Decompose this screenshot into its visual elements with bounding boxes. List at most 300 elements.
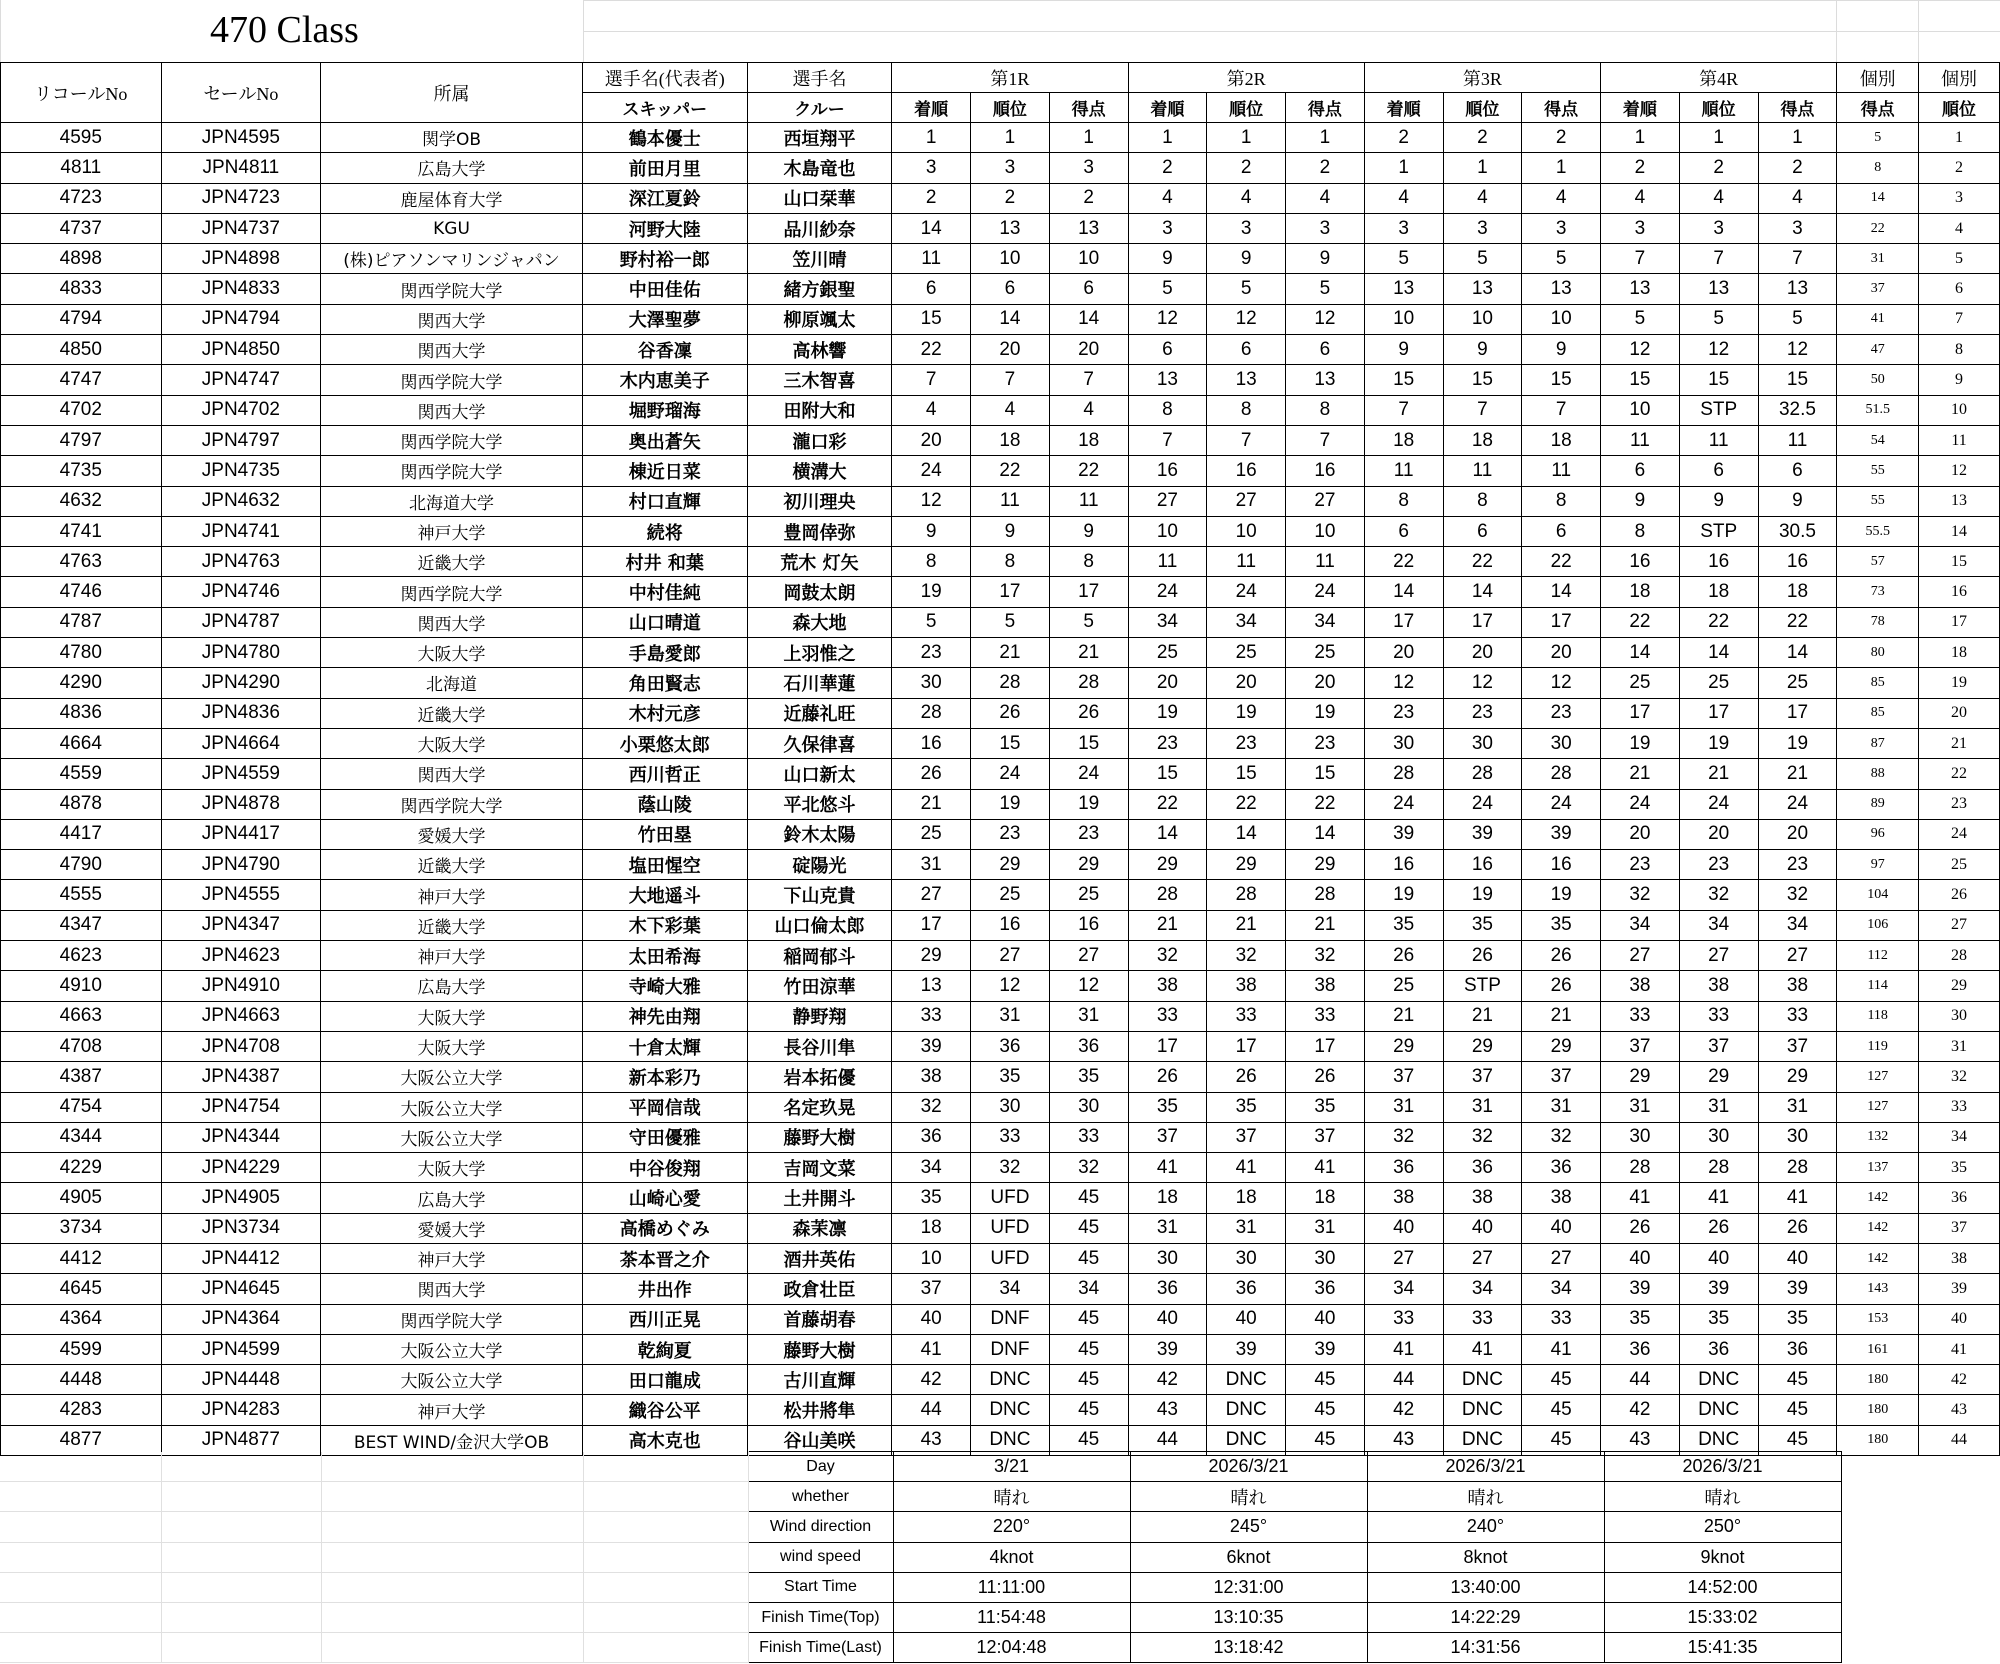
table-row [1,335,2000,365]
cell-r1-finish: 34 [892,1153,971,1183]
cell-crew: 岡鼓太朗 [747,577,892,607]
cell-r4-finish: 10 [1601,395,1680,425]
cell-r1-place: 15 [971,728,1050,758]
cell-skipper: 角田賢志 [582,668,747,698]
table-row [1,1334,2000,1364]
cell-sail-no: JPN4905 [161,1183,321,1213]
cell-skipper: 神先由翔 [582,1001,747,1031]
cell-r1-finish: 11 [892,244,971,274]
cell-r4-points: 11 [1758,425,1837,455]
cell-total-points: 37 [1837,274,1919,304]
cell-sail-no: JPN4412 [161,1243,321,1273]
cell-r4-place: 31 [1679,1092,1758,1122]
cell-r4-points: 15 [1758,365,1837,395]
cell-r4-points: 45 [1758,1395,1837,1425]
cell-r2-place: 41 [1207,1153,1286,1183]
cell-r4-points: 14 [1758,638,1837,668]
cell-recall-no: 4599 [1,1334,162,1364]
cell-r4-place: 23 [1679,850,1758,880]
table-row [1,1092,2000,1122]
cell-r2-points: 15 [1286,759,1365,789]
cell-r1-finish: 15 [892,304,971,334]
cell-r4-points: 27 [1758,941,1837,971]
cell-r3-finish: 14 [1364,577,1443,607]
cell-crew: 稲岡郁斗 [747,941,892,971]
conditions-row [0,1512,1841,1542]
cell-total-points: 22 [1837,213,1919,243]
cell-skipper: 井出作 [582,1274,747,1304]
cell-crew: 森茉凛 [747,1213,892,1243]
cell-r1-finish: 42 [892,1365,971,1395]
gridline [1918,0,1919,62]
cell-r4-place: 3 [1679,213,1758,243]
cell-r3-points: 12 [1522,668,1601,698]
cell-sail-no: JPN4747 [161,365,321,395]
cell-r3-place: DNC [1443,1395,1522,1425]
cell-recall-no: 4664 [1,728,162,758]
cell-r3-place: 29 [1443,1031,1522,1061]
cell-r4-place: DNC [1679,1365,1758,1395]
cell-sail-no: JPN4664 [161,728,321,758]
cell-r3-finish: 24 [1364,789,1443,819]
cell-r3-points: 18 [1522,425,1601,455]
cell-r3-finish: 23 [1364,698,1443,728]
cell-sail-no: JPN4794 [161,304,321,334]
cell-r1-finish: 21 [892,789,971,819]
cell-affiliation: 近畿大学 [321,547,583,577]
cell-crew: 長谷川隼 [747,1031,892,1061]
cell-final-rank: 44 [1919,1425,2000,1455]
empty-cell [161,1633,321,1663]
cell-sail-no: JPN4833 [161,274,321,304]
cell-recall-no: 4623 [1,941,162,971]
cell-r4-finish: 18 [1601,577,1680,607]
cell-r3-place: 37 [1443,1062,1522,1092]
cell-r2-points: 18 [1286,1183,1365,1213]
header-sail-no: セールNo [161,63,321,123]
cell-r1-points: 45 [1049,1213,1128,1243]
cell-r4-points: 32 [1758,880,1837,910]
cell-r3-points: 45 [1522,1395,1601,1425]
cell-r1-place: 20 [971,335,1050,365]
cell-r2-points: 10 [1286,516,1365,546]
cell-r1-points: 45 [1049,1243,1128,1273]
cell-r4-place: 39 [1679,1274,1758,1304]
cell-total-points: 142 [1837,1243,1919,1273]
cell-r1-points: 26 [1049,698,1128,728]
cell-r2-points: 3 [1286,213,1365,243]
condition-value-race-3: 240° [1367,1512,1604,1542]
cell-r2-place: 6 [1207,335,1286,365]
cell-r2-finish: 17 [1128,1031,1207,1061]
conditions-row [0,1542,1841,1572]
cell-skipper: 塩田惺空 [582,850,747,880]
cell-sail-no: JPN4741 [161,516,321,546]
cell-sail-no: JPN4555 [161,880,321,910]
cell-skipper: 織谷公平 [582,1395,747,1425]
cell-r1-place: DNF [971,1304,1050,1334]
gridline [583,0,584,62]
cell-sail-no: JPN4623 [161,941,321,971]
cell-r3-place: 8 [1443,486,1522,516]
cell-crew: 高林響 [747,335,892,365]
cell-sail-no: JPN4283 [161,1395,321,1425]
cell-r2-points: 20 [1286,668,1365,698]
cell-total-points: 85 [1837,668,1919,698]
condition-label: Finish Time(Last) [748,1633,893,1663]
cell-r4-points: 17 [1758,698,1837,728]
cell-r3-points: 34 [1522,1274,1601,1304]
cell-total-points: 31 [1837,244,1919,274]
cell-r1-place: 8 [971,547,1050,577]
empty-cell [0,1633,161,1663]
cell-crew: 酒井英佑 [747,1243,892,1273]
cell-r1-place: UFD [971,1243,1050,1273]
cell-r2-finish: 30 [1128,1243,1207,1273]
table-row [1,910,2000,940]
table-row [1,789,2000,819]
cell-r4-finish: 17 [1601,698,1680,728]
cell-r3-finish: 37 [1364,1062,1443,1092]
cell-affiliation: 大阪公立大学 [321,1334,583,1364]
cell-r2-place: 34 [1207,607,1286,637]
cell-skipper: 木村元彦 [582,698,747,728]
cell-r3-points: 3 [1522,213,1601,243]
cell-final-rank: 28 [1919,941,2000,971]
cell-r2-points: 33 [1286,1001,1365,1031]
cell-r4-finish: 1 [1601,123,1680,153]
cell-r3-points: 40 [1522,1213,1601,1243]
cell-r3-finish: 15 [1364,365,1443,395]
cell-r3-place: 20 [1443,638,1522,668]
cell-r3-finish: 29 [1364,1031,1443,1061]
table-row [1,1153,2000,1183]
cell-r1-place: 11 [971,486,1050,516]
cell-r1-place: UFD [971,1213,1050,1243]
cell-r2-place: 2 [1207,153,1286,183]
cell-sail-no: JPN4229 [161,1153,321,1183]
cell-r4-place: 29 [1679,1062,1758,1092]
cell-r3-finish: 27 [1364,1243,1443,1273]
cell-r4-place: 15 [1679,365,1758,395]
cell-affiliation: 北海道大学 [321,486,583,516]
cell-r3-points: 39 [1522,819,1601,849]
cell-affiliation: 関西学院大学 [321,577,583,607]
condition-value-race-3: 13:40:00 [1367,1572,1604,1602]
cell-r4-place: 6 [1679,456,1758,486]
cell-r2-finish: 7 [1128,425,1207,455]
header-skipper: スキッパー [582,93,747,123]
cell-r3-finish: 42 [1364,1395,1443,1425]
cell-final-rank: 30 [1919,1001,2000,1031]
cell-final-rank: 20 [1919,698,2000,728]
cell-r2-place: 7 [1207,425,1286,455]
cell-r3-place: 10 [1443,304,1522,334]
table-row [1,819,2000,849]
cell-affiliation: 愛媛大学 [321,819,583,849]
cell-affiliation: 近畿大学 [321,850,583,880]
cell-skipper: 山崎心愛 [582,1183,747,1213]
cell-r4-place: 22 [1679,607,1758,637]
header-finish: 着順 [1364,93,1443,123]
cell-r3-finish: 19 [1364,880,1443,910]
cell-r4-points: 16 [1758,547,1837,577]
cell-r4-place: 17 [1679,698,1758,728]
condition-value-race-1: 11:11:00 [893,1572,1130,1602]
cell-r2-points: 1 [1286,123,1365,153]
cell-skipper: 野村裕一郎 [582,244,747,274]
cell-affiliation: 愛媛大学 [321,1213,583,1243]
cell-r4-finish: 25 [1601,668,1680,698]
cell-r2-place: 37 [1207,1122,1286,1152]
cell-r3-finish: 4 [1364,183,1443,213]
cell-r1-finish: 3 [892,153,971,183]
table-row [1,547,2000,577]
cell-sail-no: JPN4599 [161,1334,321,1364]
cell-recall-no: 4737 [1,213,162,243]
cell-total-points: 137 [1837,1153,1919,1183]
table-row [1,668,2000,698]
cell-r1-points: 10 [1049,244,1128,274]
cell-r2-points: 19 [1286,698,1365,728]
cell-recall-no: 4735 [1,456,162,486]
cell-total-points: 57 [1837,547,1919,577]
cell-r3-place: 11 [1443,456,1522,486]
cell-final-rank: 25 [1919,850,2000,880]
cell-r3-points: 45 [1522,1425,1601,1455]
cell-r3-finish: 5 [1364,244,1443,274]
condition-value-race-2: 13:10:35 [1130,1602,1367,1632]
cell-r1-place: 14 [971,304,1050,334]
cell-final-rank: 36 [1919,1183,2000,1213]
cell-r3-finish: 22 [1364,547,1443,577]
condition-label: whether [748,1482,893,1512]
cell-r1-place: 9 [971,516,1050,546]
cell-sail-no: JPN4448 [161,1365,321,1395]
cell-sail-no: JPN3734 [161,1213,321,1243]
cell-final-rank: 41 [1919,1334,2000,1364]
cell-r4-place: 32 [1679,880,1758,910]
cell-r3-points: 20 [1522,638,1601,668]
cell-skipper: 田口龍成 [582,1365,747,1395]
empty-cell [321,1602,583,1632]
cell-r3-points: 1 [1522,153,1601,183]
cell-r4-finish: 37 [1601,1031,1680,1061]
cell-r4-points: 7 [1758,244,1837,274]
cell-r4-finish: 32 [1601,880,1680,910]
cell-sail-no: JPN4850 [161,335,321,365]
cell-r1-place: 19 [971,789,1050,819]
cell-total-points: 127 [1837,1092,1919,1122]
cell-r2-points: 11 [1286,547,1365,577]
conditions-row [0,1572,1841,1602]
cell-crew: 緒方銀聖 [747,274,892,304]
header-total-points: 得点 [1837,93,1919,123]
cell-recall-no: 4723 [1,183,162,213]
empty-cell [161,1452,321,1482]
cell-r2-points: 45 [1286,1425,1365,1455]
cell-crew: 土井開斗 [747,1183,892,1213]
condition-value-race-2: 晴れ [1130,1482,1367,1512]
cell-r1-finish: 33 [892,1001,971,1031]
cell-r2-finish: 35 [1128,1092,1207,1122]
cell-r2-place: 31 [1207,1213,1286,1243]
cell-r4-place: 18 [1679,577,1758,607]
page-title: 470 Class [210,9,359,51]
cell-skipper: 堀野瑠海 [582,395,747,425]
cell-r2-finish: 34 [1128,607,1207,637]
cell-r4-points: 32.5 [1758,395,1837,425]
cell-skipper: 木内恵美子 [582,365,747,395]
cell-r1-finish: 19 [892,577,971,607]
cell-affiliation: 関西学院大学 [321,274,583,304]
cell-r4-finish: 16 [1601,547,1680,577]
cell-r3-points: 28 [1522,759,1601,789]
cell-total-points: 85 [1837,698,1919,728]
cell-r1-finish: 7 [892,365,971,395]
cell-total-points: 180 [1837,1425,1919,1455]
cell-crew: 山口倫太郎 [747,910,892,940]
cell-r4-finish: 41 [1601,1183,1680,1213]
condition-value-race-1: 11:54:48 [893,1602,1130,1632]
header-place: 順位 [971,93,1050,123]
table-row [1,1365,2000,1395]
cell-skipper: 竹田塁 [582,819,747,849]
cell-r4-place: STP [1679,516,1758,546]
cell-r1-place: 34 [971,1274,1050,1304]
cell-r1-place: 35 [971,1062,1050,1092]
cell-r2-finish: 27 [1128,486,1207,516]
cell-r4-points: 33 [1758,1001,1837,1031]
cell-crew: 吉岡文菜 [747,1153,892,1183]
table-row [1,123,2000,153]
cell-sail-no: JPN4737 [161,213,321,243]
cell-r2-finish: 31 [1128,1213,1207,1243]
cell-r1-finish: 1 [892,123,971,153]
cell-final-rank: 43 [1919,1395,2000,1425]
condition-value-race-4: 2026/3/21 [1604,1452,1841,1482]
cell-r1-place: 2 [971,183,1050,213]
cell-crew: 豊岡倖弥 [747,516,892,546]
cell-r3-place: 38 [1443,1183,1522,1213]
cell-final-rank: 2 [1919,153,2000,183]
cell-r2-place: 40 [1207,1304,1286,1334]
cell-r2-finish: 4 [1128,183,1207,213]
cell-r3-finish: 8 [1364,486,1443,516]
cell-r4-points: 29 [1758,1062,1837,1092]
cell-r2-place: 23 [1207,728,1286,758]
cell-recall-no: 4763 [1,547,162,577]
cell-r1-points: 2 [1049,183,1128,213]
cell-r2-place: 16 [1207,456,1286,486]
cell-r1-points: 21 [1049,638,1128,668]
cell-r4-place: 30 [1679,1122,1758,1152]
cell-total-points: 97 [1837,850,1919,880]
cell-total-points: 142 [1837,1213,1919,1243]
cell-r2-finish: 16 [1128,456,1207,486]
cell-final-rank: 12 [1919,456,2000,486]
cell-r1-points: 8 [1049,547,1128,577]
cell-r1-finish: 2 [892,183,971,213]
cell-final-rank: 35 [1919,1153,2000,1183]
cell-r1-finish: 24 [892,456,971,486]
cell-r1-finish: 13 [892,971,971,1001]
cell-skipper: 手島愛郎 [582,638,747,668]
cell-r2-place: 24 [1207,577,1286,607]
cell-r3-points: 22 [1522,547,1601,577]
cell-r4-place: STP [1679,395,1758,425]
cell-r3-points: 36 [1522,1153,1601,1183]
cell-r1-place: 30 [971,1092,1050,1122]
cell-final-rank: 4 [1919,213,2000,243]
cell-total-points: 55 [1837,456,1919,486]
cell-r1-points: 22 [1049,456,1128,486]
cell-r2-finish: 40 [1128,1304,1207,1334]
cell-r3-place: 26 [1443,941,1522,971]
cell-affiliation: 関西学院大学 [321,456,583,486]
cell-r2-finish: 18 [1128,1183,1207,1213]
cell-crew: 竹田涼華 [747,971,892,1001]
cell-r2-place: 28 [1207,880,1286,910]
header-final-rank: 順位 [1919,93,2000,123]
cell-skipper: 茶本晋之介 [582,1243,747,1273]
empty-cell [583,1602,748,1632]
empty-cell [583,1452,748,1482]
empty-cell [321,1633,583,1663]
cell-r1-place: 13 [971,213,1050,243]
empty-cell [583,1633,748,1663]
header-individual: 個別 [1919,63,2000,93]
cell-r1-points: 45 [1049,1183,1128,1213]
cell-r2-points: 24 [1286,577,1365,607]
cell-r3-place: DNC [1443,1365,1522,1395]
cell-recall-no: 4708 [1,1031,162,1061]
cell-r3-place: 7 [1443,395,1522,425]
cell-r3-place: STP [1443,971,1522,1001]
cell-crew: 名定玖晃 [747,1092,892,1122]
cell-r1-finish: 16 [892,728,971,758]
cell-r2-points: 37 [1286,1122,1365,1152]
cell-r3-points: 11 [1522,456,1601,486]
cell-r1-finish: 8 [892,547,971,577]
cell-skipper: 河野大陸 [582,213,747,243]
condition-value-race-2: 12:31:00 [1130,1572,1367,1602]
cell-r2-finish: 41 [1128,1153,1207,1183]
cell-r4-place: 7 [1679,244,1758,274]
cell-final-rank: 42 [1919,1365,2000,1395]
cell-r3-points: 23 [1522,698,1601,728]
condition-value-race-4: 15:41:35 [1604,1633,1841,1663]
cell-r3-finish: 13 [1364,274,1443,304]
cell-total-points: 55.5 [1837,516,1919,546]
cell-affiliation: KGU [321,213,583,243]
cell-r3-place: 5 [1443,244,1522,274]
cell-recall-no: 4787 [1,607,162,637]
header-place: 順位 [1443,93,1522,123]
cell-r3-points: 21 [1522,1001,1601,1031]
cell-r4-finish: 3 [1601,213,1680,243]
empty-cell [321,1542,583,1572]
cell-skipper: 奥出蒼矢 [582,425,747,455]
table-row [1,1243,2000,1273]
race-conditions-table [0,1451,1842,1663]
cell-r3-finish: 33 [1364,1304,1443,1334]
cell-skipper: 大地遥斗 [582,880,747,910]
cell-r2-finish: 21 [1128,910,1207,940]
cell-r1-points: 6 [1049,274,1128,304]
cell-r1-points: 23 [1049,819,1128,849]
empty-cell [321,1482,583,1512]
